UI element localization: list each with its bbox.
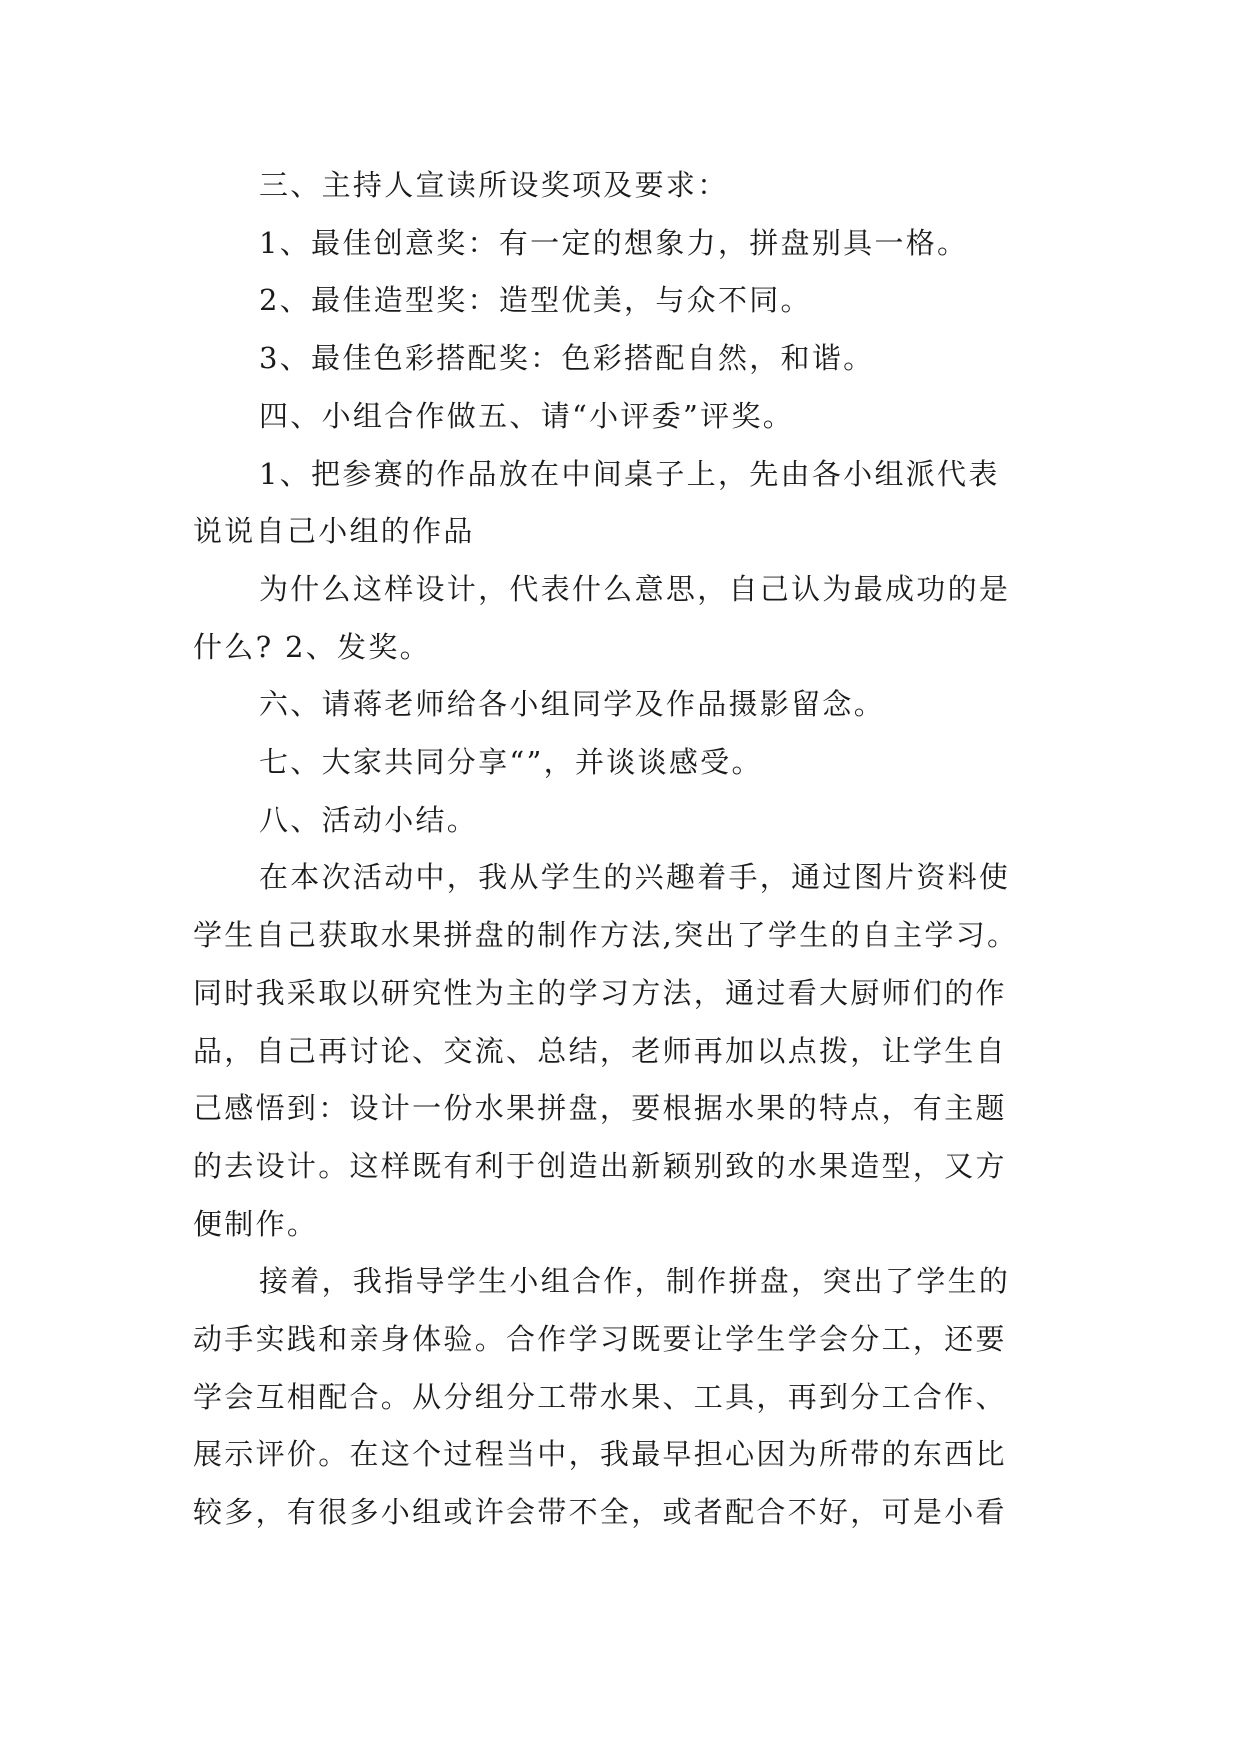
paragraph-summary-body — [193, 849, 1053, 1253]
text-line: 六、请蒋老师给各小组同学及作品摄影留念。 — [259, 687, 886, 722]
text-line: 四、小组合作做五、请“小评委”评奖。 — [259, 398, 795, 433]
text-line: 接着，我指导学生小组合作，制作拼盘，突出了学生的 — [259, 1264, 1011, 1299]
text-line: 己感悟到：设计一份水果拼盘，要根据水果的特点，有主题 — [193, 1091, 1007, 1126]
text-line: 三、主持人宣读所设奖项及要求： — [259, 168, 729, 202]
text-line: 1、把参赛的作品放在中间桌子上，先由各小组派代表 — [259, 456, 1000, 491]
text-line: 八、活动小结。 — [259, 802, 479, 837]
text-line: 七、大家共同分享“”，并谈谈感受。 — [259, 745, 763, 780]
paragraph-awards-heading — [193, 157, 1053, 215]
paragraph-award-creative — [193, 215, 1053, 273]
paragraph-group-cooperation — [193, 1253, 1053, 1542]
text-line: 3、最佳色彩搭配奖：色彩搭配自然，和谐。 — [259, 341, 875, 376]
paragraph-design-reason — [193, 561, 1053, 676]
text-line: 动手实践和亲身体验。合作学习既要让学生学会分工，还要 — [193, 1322, 1007, 1357]
text-line: 同时我采取以研究性为主的学习方法，通过看大厨师们的作 — [193, 975, 1007, 1010]
text-line: 为什么这样设计，代表什么意思，自己认为最成功的是 — [259, 571, 1011, 606]
paragraph-photo — [193, 676, 1053, 734]
text-line: 较多，有很多小组或许会带不全，或者配合不好，可是小看 — [193, 1495, 1007, 1530]
text-line: 展示评价。在这个过程当中，我最早担心因为所带的东西比 — [193, 1437, 1007, 1472]
text-line: 1、最佳创意奖：有一定的想象力，拼盘别具一格。 — [259, 225, 969, 260]
text-line: 在本次活动中，我从学生的兴趣着手，通过图片资料使 — [259, 860, 1011, 895]
text-line: 便制作。 — [193, 1206, 319, 1241]
text-line: 什么? 2、发奖。 — [193, 629, 431, 664]
paragraph-summary-heading — [193, 792, 1053, 850]
text-line: 学会互相配合。从分组分工带水果、工具，再到分工合作、 — [193, 1379, 1007, 1414]
paragraph-present-works — [193, 446, 1053, 561]
text-line: 学生自己获取水果拼盘的制作方法,突出了学生的自主学习。 — [193, 918, 1019, 953]
paragraph-award-color — [193, 330, 1053, 388]
text-line: 说说自己小组的作品 — [193, 514, 475, 549]
text-line: 的去设计。这样既有利于创造出新颖别致的水果造型，又方 — [193, 1148, 1007, 1183]
paragraph-award-shape — [193, 272, 1053, 330]
paragraph-share — [193, 734, 1053, 792]
text-line: 品，自己再讨论、交流、总结，老师再加以点拨，让学生自 — [193, 1033, 1007, 1068]
document-body — [193, 157, 1053, 1542]
paragraph-group-judging — [193, 388, 1053, 446]
text-line: 2、最佳造型奖：造型优美，与众不同。 — [259, 283, 812, 318]
